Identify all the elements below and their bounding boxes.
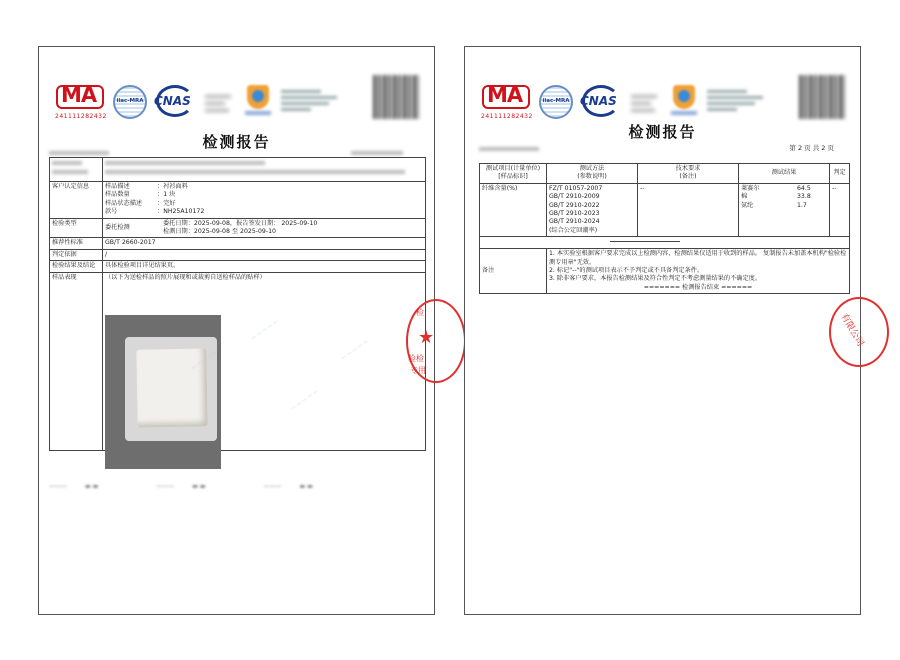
blurred-report-number (479, 147, 539, 151)
report-page-2 (464, 46, 866, 615)
blurred-page-indicator (351, 151, 403, 155)
notes-label: 备注 (480, 249, 547, 294)
table-row (50, 218, 426, 238)
ilac-mra-logo: ilac-MRA (539, 85, 573, 119)
note-line: 3. 除非客户要求，本报告检测结果及符合性判定不考虑测量结果的不确定度。 (549, 275, 762, 283)
fiber-name: 莱赛尔 (741, 184, 760, 192)
style-number-label: 款号 (105, 208, 118, 216)
sample-qty-value: 1 块 (163, 191, 176, 199)
table-row (480, 183, 850, 236)
judgement-value: / (103, 249, 426, 260)
col-result-header: 测试结果 (739, 164, 830, 184)
note-line: 2. 标记"--"的测试项目表示不予判定或不具备判定条件。 (549, 267, 704, 275)
fiber-value: 64.5 (797, 184, 811, 192)
result-values (739, 183, 830, 236)
cma-number: 241111282432 (55, 113, 107, 120)
sample-photo (105, 315, 221, 469)
col-method-header: 测试方法 (579, 165, 605, 172)
sample-state-value: 完好 (163, 199, 176, 207)
cma-number: 241111282432 (481, 113, 533, 120)
col-req-subheader: (备注) (679, 173, 697, 181)
sample-desc-label: 样品描述 (105, 183, 130, 190)
table-row (50, 158, 426, 182)
company-seal: 有限公司 (829, 297, 889, 367)
standard-label: 推荐性标准 (50, 238, 103, 249)
judgement-label: 判定依据 (50, 249, 103, 260)
fiber-name: 氨纶 (741, 201, 754, 209)
blurred-header-text (281, 87, 341, 127)
test-type-label: 检验类型 (50, 218, 103, 238)
blurred-signatures: ——— ▬ ▬ ——— ▬ ▬ ——— ▬ ▬ (49, 483, 313, 490)
table-row: 客户认定信息 样品描述 ：衬衫面料 样品数量 ：1 块 样品状态描述 ：完好 款号 ：NH25A10172 (50, 182, 426, 219)
table-row (480, 249, 850, 294)
appearance-value: （以下为送检样品的照片展现和或裁剪自送检样品的贴样） (103, 272, 426, 450)
appearance-label: 样品表现 (50, 272, 103, 450)
method-line: (综合公定回潮率) (549, 226, 598, 234)
method-line: GB/T 2910-2022 (549, 201, 600, 209)
report-end-marker: ======= 检测报告结束 ====== (643, 283, 753, 291)
blurred-mark (205, 91, 235, 121)
table-row (480, 237, 850, 249)
style-number-value: NH25A10172 (163, 208, 205, 216)
header-logos (55, 75, 420, 135)
result-methods (547, 183, 638, 236)
method-line: GB/T 2910-2024 (549, 218, 600, 226)
table-row (50, 261, 426, 272)
page-indicator: 第 2 页 共 2 页 (789, 144, 834, 152)
results-table (479, 163, 850, 294)
report-title: 检测报告 (202, 133, 271, 151)
result-item: 纤维含量(%) (480, 183, 547, 236)
conclusion-value: 具体检验项目详见结果页。 (103, 261, 426, 272)
test-dates: 检测日期：2025-09-08 至 2025-09-10 (163, 228, 276, 236)
col-judge-header: 判定 (830, 164, 850, 184)
ilac-mra-logo: ilac-MRA (113, 85, 147, 119)
cnas-logo: CNAS (578, 85, 624, 117)
certification-shield-icon (669, 81, 699, 121)
fiber-name: 棉 (741, 193, 748, 201)
method-line: FZ/T 01057-2007 (549, 184, 603, 192)
inspection-seal: 检 ★ 验检 专用 (406, 299, 466, 383)
blurred-mark (631, 91, 661, 121)
col-method-subheader: (参数说明) (577, 173, 607, 181)
method-line: GB/T 2910-2023 (549, 210, 600, 218)
certification-shield-icon (243, 81, 273, 121)
report-title: 检测报告 (628, 123, 697, 141)
col-item-subheader: [样品标识] (498, 173, 528, 181)
col-req-header: 技术要求 (675, 165, 701, 172)
sample-qty-label: 样品数量 (105, 191, 130, 199)
commission-dates: 委托日期：2025-09-08，报告签发日期： 2025-09-10 (163, 219, 318, 227)
table-header-row (480, 164, 850, 184)
fiber-value: 33.8 (797, 193, 811, 201)
conclusion-label: 检验结果及结论 (50, 261, 103, 272)
table-row (50, 238, 426, 249)
test-type-value: 委托检测 (105, 223, 130, 231)
table-row (50, 249, 426, 260)
cma-logo: MA 241111282432 (55, 83, 107, 120)
cma-logo: MA 241111282432 (481, 83, 533, 120)
result-req: -- (638, 183, 739, 236)
fiber-value: 1.7 (797, 201, 807, 209)
sample-desc-value: 衬衫面料 (163, 183, 188, 190)
qr-code (799, 75, 845, 119)
cnas-logo: CNAS (152, 85, 198, 117)
result-judge: -- (830, 183, 850, 236)
method-line: GB/T 2910-2009 (549, 193, 600, 201)
note-line: 1. 本实验室根据客户要求完成以上检测内容，检测结果仅适用于收到的样品。 复制报告未加盖本机构"检验检测专用章"无效。 (549, 250, 847, 266)
standard-value: GB/T 2660-2017 (103, 238, 426, 249)
qr-code (373, 75, 419, 119)
sample-state-label: 样品状态描述 (105, 199, 143, 207)
report-page-1: MA 241111282432 ilac-MRA CNAS 检测报告 客户认定信息 样品描述 ：衬衫面料 样品数量 ：1 块 样品状态描述 ：完好 款号 ：NH25A10172 检验类型 委托检测 委托日期：2025-09-08，报告签发日期： 2025-09-10 检测日期：2025-09-08 至 2025-09-10 推荐性标准 GB/T 2660-2017 判定依据 / 检验结果及结论 具体检验项目详见结果页。 样品表现 （以下为送检样品的照片展现和或裁剪自送检样品的贴样） — — — — — — — — — — — — — — — — — — — — 检 ★ 验检 专用 ——— ▬ ▬ ——— ▬ ▬ ——— ▬ ▬ (38, 46, 435, 615)
col-item-header: 测试项目(计量单位) (485, 165, 541, 172)
customer-info-label: 客户认定信息 (50, 182, 103, 219)
notes-content (547, 249, 850, 294)
blurred-report-number (49, 151, 109, 155)
